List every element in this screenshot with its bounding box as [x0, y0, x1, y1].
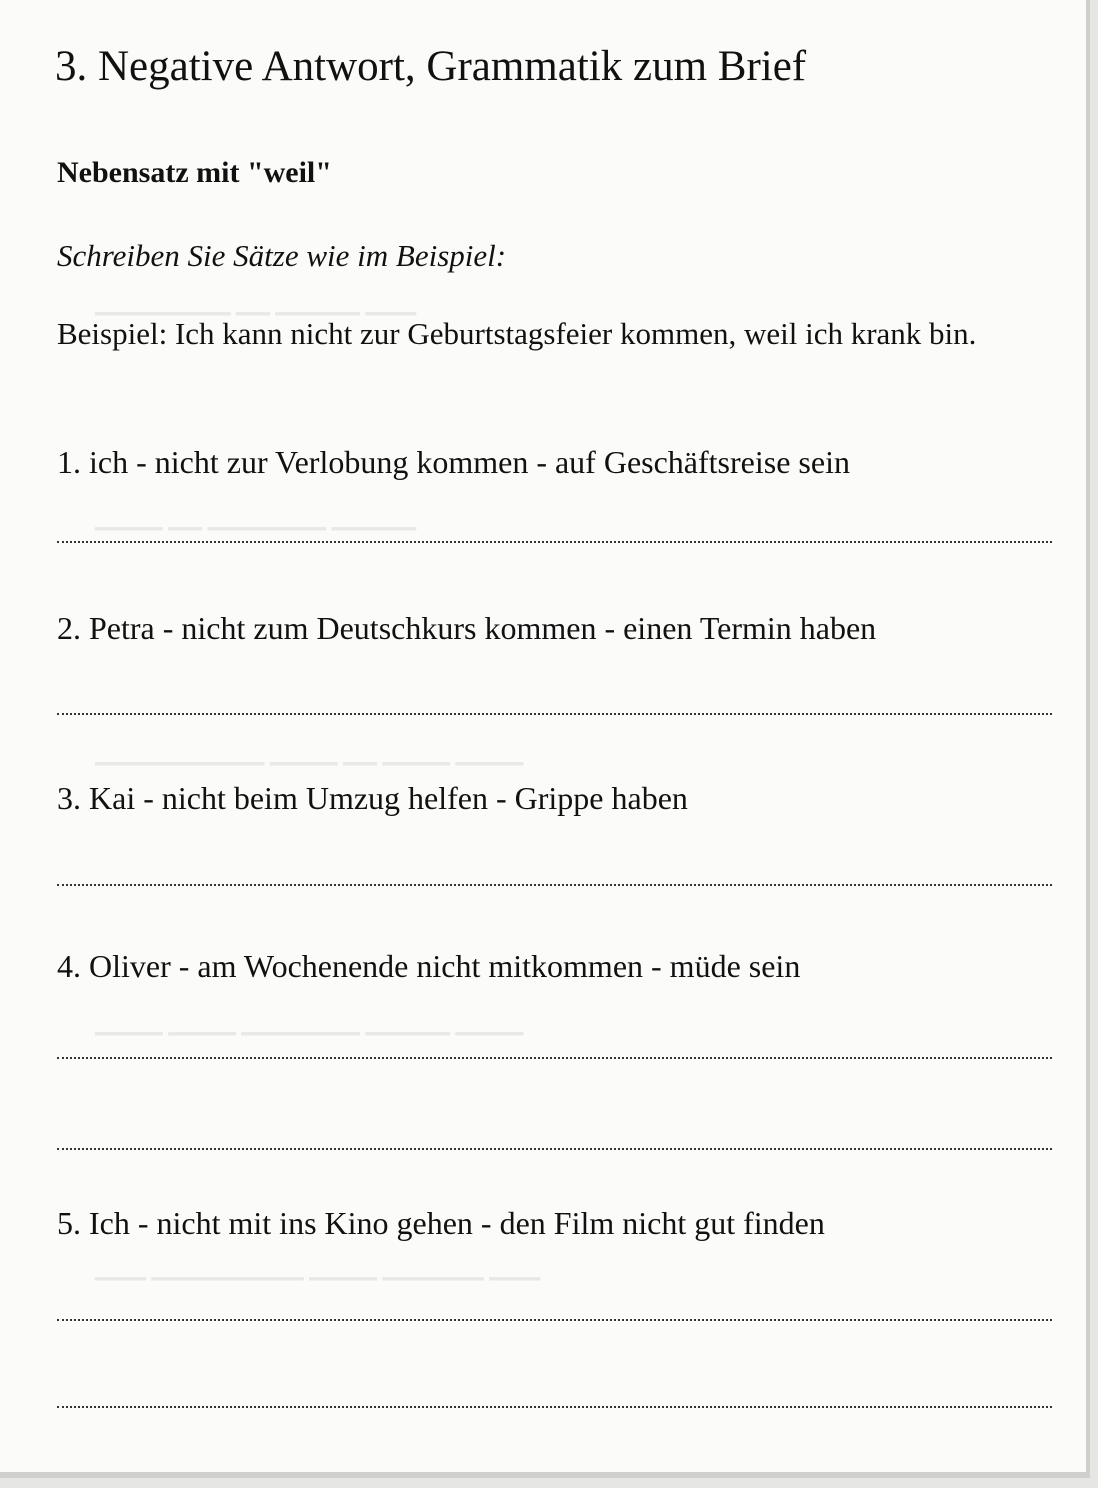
section-subtitle: Nebensatz mit "weil" [57, 156, 332, 189]
task-prompt-4: 4. Oliver - am Wochenende nicht mitkommen - müde sein [57, 948, 801, 984]
show-through-text: ▁▁▁▁ ▁▁▁▁ ▁▁ ▁▁▁▁ ▁▁▁▁▁▁▁▁▁▁ [95, 740, 524, 765]
answer-line-3[interactable] [57, 884, 1052, 886]
show-through-text: ▁▁▁▁ ▁▁▁▁▁ ▁▁▁▁▁▁▁ ▁▁▁▁ ▁▁▁▁ [95, 1010, 524, 1035]
task-prompt-3: 3. Kai - nicht beim Umzug helfen - Grippe haben [57, 780, 688, 816]
show-through-text: ▁▁▁▁▁ ▁▁▁▁▁▁▁ ▁▁ ▁▁▁▁ [95, 505, 417, 530]
task-prompt-1: 1. ich - nicht zur Verlobung kommen - auf Geschäftsreise sein [57, 444, 850, 480]
task-prompt-5: 5. Ich - nicht mit ins Kino gehen - den Film nicht gut finden [57, 1205, 825, 1241]
task-prompt-2: 2. Petra - nicht zum Deutschkurs kommen - einen Termin haben [57, 610, 877, 646]
answer-line-5b[interactable] [57, 1406, 1052, 1408]
answer-line-1[interactable] [57, 541, 1052, 543]
answer-line-5a[interactable] [57, 1319, 1052, 1321]
example-sentence: Beispiel: Ich kann nicht zur Geburtstagsfeier kommen, weil ich krank bin. [57, 316, 977, 351]
show-through-text: ▁▁▁ ▁▁▁▁▁▁ ▁▁▁▁ ▁▁▁▁▁▁▁▁▁ ▁▁▁ [95, 1255, 540, 1280]
instruction-text: Schreiben Sie Sätze wie im Beispiel: [57, 238, 507, 273]
answer-line-4a[interactable] [57, 1057, 1052, 1059]
answer-line-2[interactable] [57, 713, 1052, 715]
answer-line-4b[interactable] [57, 1148, 1052, 1150]
show-through-text: ▁▁▁ ▁▁▁▁▁ ▁▁ ▁▁▁▁▁▁▁▁ [95, 290, 417, 315]
page-title: 3. Negative Antwort, Grammatik zum Brief [55, 43, 807, 90]
